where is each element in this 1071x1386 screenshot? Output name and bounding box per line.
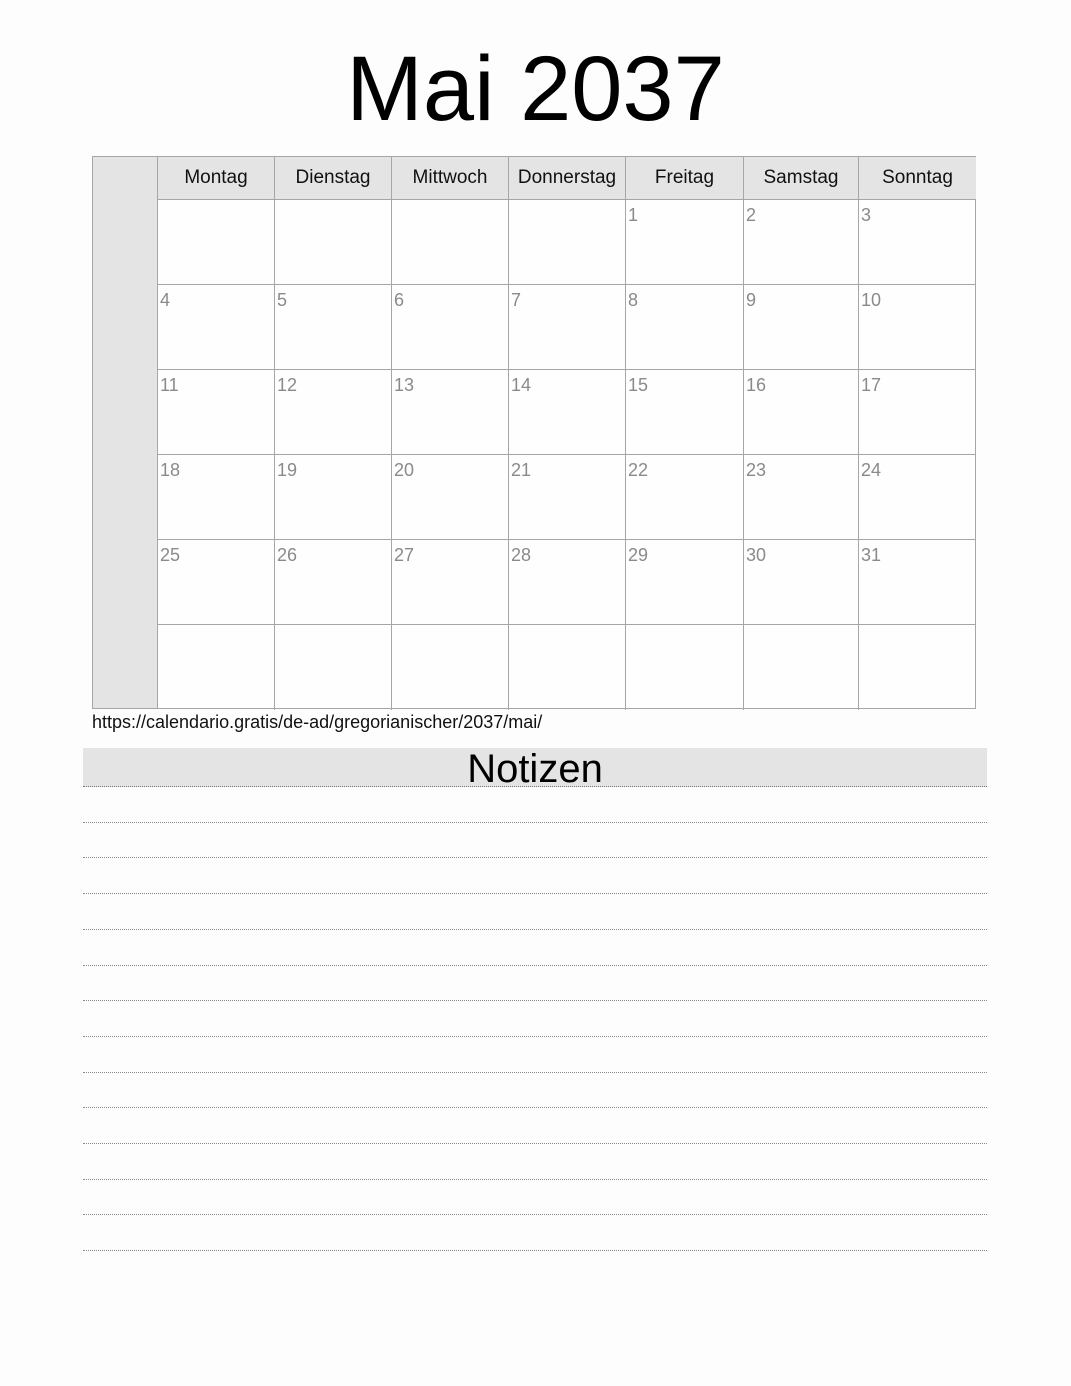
day-cell: 28 bbox=[509, 540, 626, 625]
day-cell: 23 bbox=[744, 455, 859, 540]
note-line bbox=[83, 1072, 987, 1073]
day-cell bbox=[392, 200, 509, 285]
day-cell bbox=[275, 625, 392, 710]
weekday-header: Montag bbox=[158, 157, 275, 200]
note-line bbox=[83, 929, 987, 930]
note-line bbox=[83, 1143, 987, 1144]
day-cell: 30 bbox=[744, 540, 859, 625]
day-cell bbox=[859, 625, 976, 710]
day-cell: 20 bbox=[392, 455, 509, 540]
note-line bbox=[83, 1036, 987, 1037]
day-cell: 1 bbox=[626, 200, 744, 285]
calendar-grid bbox=[158, 157, 975, 708]
day-cell: 14 bbox=[509, 370, 626, 455]
day-cell: 18 bbox=[158, 455, 275, 540]
note-line bbox=[83, 893, 987, 894]
note-line bbox=[83, 1000, 987, 1001]
day-cell: 12 bbox=[275, 370, 392, 455]
note-line bbox=[83, 1179, 987, 1180]
weekday-header: Samstag bbox=[744, 157, 859, 200]
day-cell bbox=[275, 200, 392, 285]
day-cell: 11 bbox=[158, 370, 275, 455]
day-cell: 3 bbox=[859, 200, 976, 285]
day-cell: 26 bbox=[275, 540, 392, 625]
day-cell bbox=[626, 625, 744, 710]
day-cell: 7 bbox=[509, 285, 626, 370]
note-line bbox=[83, 1214, 987, 1215]
day-cell: 15 bbox=[626, 370, 744, 455]
day-cell: 21 bbox=[509, 455, 626, 540]
note-line bbox=[83, 822, 987, 823]
day-cell: 29 bbox=[626, 540, 744, 625]
week-number-column bbox=[93, 157, 158, 708]
day-cell: 13 bbox=[392, 370, 509, 455]
day-cell: 2 bbox=[744, 200, 859, 285]
day-cell bbox=[509, 625, 626, 710]
day-cell bbox=[158, 625, 275, 710]
day-cell: 5 bbox=[275, 285, 392, 370]
day-cell: 9 bbox=[744, 285, 859, 370]
day-cell: 16 bbox=[744, 370, 859, 455]
day-cell bbox=[509, 200, 626, 285]
note-line bbox=[83, 1107, 987, 1108]
day-cell: 4 bbox=[158, 285, 275, 370]
day-cell: 8 bbox=[626, 285, 744, 370]
weekday-header: Sonntag bbox=[859, 157, 976, 200]
weekday-header: Mittwoch bbox=[392, 157, 509, 200]
day-cell: 24 bbox=[859, 455, 976, 540]
day-cell: 6 bbox=[392, 285, 509, 370]
note-line bbox=[83, 857, 987, 858]
day-cell bbox=[744, 625, 859, 710]
page-title: Mai 2037 bbox=[346, 38, 725, 140]
day-cell: 31 bbox=[859, 540, 976, 625]
weekday-header: Freitag bbox=[626, 157, 744, 200]
source-url[interactable]: https://calendario.gratis/de-ad/gregorianischer/2037/mai/ bbox=[92, 712, 543, 732]
note-line bbox=[83, 965, 987, 966]
note-line bbox=[83, 1250, 987, 1251]
notes-heading: Notizen bbox=[83, 748, 987, 787]
weekday-header: Dienstag bbox=[275, 157, 392, 200]
day-cell bbox=[158, 200, 275, 285]
weekday-header: Donnerstag bbox=[509, 157, 626, 200]
day-cell bbox=[392, 625, 509, 710]
day-cell: 10 bbox=[859, 285, 976, 370]
day-cell: 25 bbox=[158, 540, 275, 625]
calendar-table bbox=[92, 156, 976, 709]
day-cell: 17 bbox=[859, 370, 976, 455]
day-cell: 19 bbox=[275, 455, 392, 540]
day-cell: 27 bbox=[392, 540, 509, 625]
day-cell: 22 bbox=[626, 455, 744, 540]
